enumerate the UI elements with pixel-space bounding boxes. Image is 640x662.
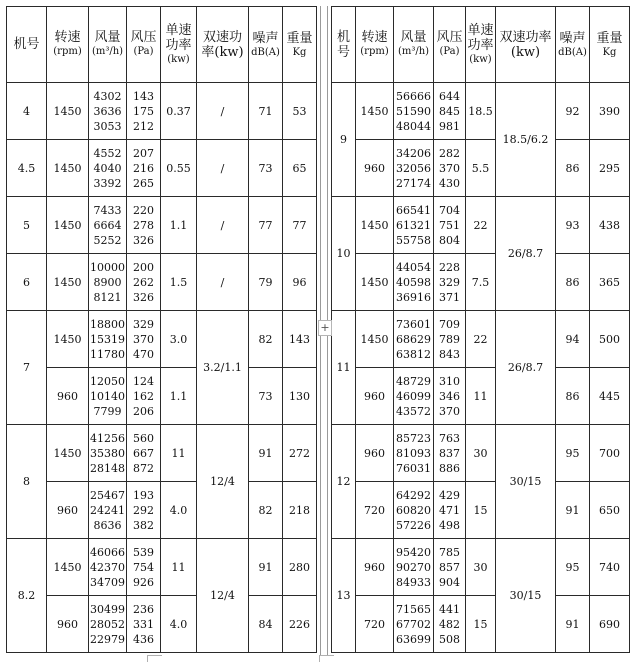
header-airflow: 风量 (m³/h) xyxy=(89,7,127,83)
speed-cell: 1450 xyxy=(47,425,89,482)
single-power-cell: 0.37 xyxy=(161,83,197,140)
header-row xyxy=(7,7,317,83)
noise-cell: 82 xyxy=(249,482,283,539)
single-power-cell: 11 xyxy=(161,539,197,596)
weight-cell: 438 xyxy=(590,197,630,254)
single-power-cell: 7.5 xyxy=(466,254,496,311)
noise-cell: 86 xyxy=(556,368,590,425)
pressure-cell: 282 370 430 xyxy=(434,140,466,197)
weight-cell: 143 xyxy=(283,311,317,368)
weight-cell: 226 xyxy=(283,596,317,653)
pressure-cell: 709 789 843 xyxy=(434,311,466,368)
dual-power-cell: / xyxy=(197,140,249,197)
single-power-cell: 5.5 xyxy=(466,140,496,197)
noise-cell: 79 xyxy=(249,254,283,311)
model-cell: 10 xyxy=(332,197,356,311)
single-power-cell: 4.0 xyxy=(161,482,197,539)
model-cell: 12 xyxy=(332,425,356,539)
table-row xyxy=(332,539,630,596)
weight-cell: 295 xyxy=(590,140,630,197)
header-speed: 转速 (rpm) xyxy=(47,7,89,83)
airflow-cell: 4302 3636 3053 xyxy=(89,83,127,140)
dual-power-cell: 12/4 xyxy=(197,539,249,653)
weight-cell: 365 xyxy=(590,254,630,311)
weight-cell: 445 xyxy=(590,368,630,425)
speed-cell: 960 xyxy=(356,425,394,482)
model-cell: 11 xyxy=(332,311,356,425)
noise-cell: 91 xyxy=(556,482,590,539)
table-row xyxy=(7,482,317,539)
pressure-cell: 200 262 326 xyxy=(127,254,161,311)
pressure-cell: 228 329 371 xyxy=(434,254,466,311)
fan-spec-table-right xyxy=(331,6,630,653)
pressure-cell: 143 175 212 xyxy=(127,83,161,140)
speed-cell: 960 xyxy=(356,368,394,425)
airflow-cell: 18800 15319 11780 xyxy=(89,311,127,368)
fan-spec-table-left xyxy=(6,6,317,653)
header-weight: 重量 Kg xyxy=(590,7,630,83)
noise-cell: 95 xyxy=(556,425,590,482)
dual-power-cell: / xyxy=(197,83,249,140)
header-pressure: 风压 (Pa) xyxy=(127,7,161,83)
weight-cell: 53 xyxy=(283,83,317,140)
dual-power-cell: / xyxy=(197,254,249,311)
table-row xyxy=(332,368,630,425)
noise-cell: 86 xyxy=(556,254,590,311)
model-cell: 7 xyxy=(7,311,47,425)
pressure-cell: 329 370 470 xyxy=(127,311,161,368)
weight-cell: 96 xyxy=(283,254,317,311)
speed-cell: 960 xyxy=(47,482,89,539)
dual-power-cell: 12/4 xyxy=(197,425,249,539)
model-cell: 8 xyxy=(7,425,47,539)
pressure-cell: 310 346 370 xyxy=(434,368,466,425)
pressure-cell: 236 331 436 xyxy=(127,596,161,653)
weight-cell: 740 xyxy=(590,539,630,596)
header-dual-power: 双速功率(kw) xyxy=(197,7,249,83)
noise-cell: 94 xyxy=(556,311,590,368)
airflow-cell: 71565 67702 63699 xyxy=(394,596,434,653)
speed-cell: 1450 xyxy=(47,311,89,368)
header-row xyxy=(332,7,630,83)
airflow-cell: 95420 90270 84933 xyxy=(394,539,434,596)
noise-cell: 71 xyxy=(249,83,283,140)
dual-power-cell: / xyxy=(197,197,249,254)
airflow-cell: 30499 28052 22979 xyxy=(89,596,127,653)
dual-power-cell: 18.5/6.2 xyxy=(496,83,556,197)
single-power-cell: 11 xyxy=(161,425,197,482)
speed-cell: 1450 xyxy=(47,140,89,197)
table-row xyxy=(7,311,317,368)
table-row xyxy=(332,482,630,539)
single-power-cell: 0.55 xyxy=(161,140,197,197)
table-row xyxy=(332,197,630,254)
pressure-cell: 539 754 926 xyxy=(127,539,161,596)
speed-cell: 960 xyxy=(356,539,394,596)
noise-cell: 91 xyxy=(556,596,590,653)
speed-cell: 1450 xyxy=(356,311,394,368)
weight-cell: 272 xyxy=(283,425,317,482)
weight-cell: 77 xyxy=(283,197,317,254)
header-single-power: 单速功率 (kw) xyxy=(466,7,496,83)
table-row xyxy=(7,596,317,653)
table-row xyxy=(7,83,317,140)
model-cell: 6 xyxy=(7,254,47,311)
airflow-cell: 34206 32056 27174 xyxy=(394,140,434,197)
airflow-cell: 66541 61321 55758 xyxy=(394,197,434,254)
airflow-cell: 56666 51590 48044 xyxy=(394,83,434,140)
header-weight: 重量 Kg xyxy=(283,7,317,83)
single-power-cell: 30 xyxy=(466,539,496,596)
noise-cell: 77 xyxy=(249,197,283,254)
table-row xyxy=(332,140,630,197)
noise-cell: 91 xyxy=(249,425,283,482)
header-model: 机号 xyxy=(7,7,47,83)
weight-cell: 700 xyxy=(590,425,630,482)
table-move-handle[interactable]: + xyxy=(318,320,332,336)
single-power-cell: 3.0 xyxy=(161,311,197,368)
table-row xyxy=(7,539,317,596)
airflow-cell: 48729 46099 43572 xyxy=(394,368,434,425)
weight-cell: 65 xyxy=(283,140,317,197)
header-noise: 噪声 dB(A) xyxy=(556,7,590,83)
weight-cell: 500 xyxy=(590,311,630,368)
weight-cell: 280 xyxy=(283,539,317,596)
model-cell: 8.2 xyxy=(7,539,47,653)
airflow-cell: 4552 4040 3392 xyxy=(89,140,127,197)
airflow-cell: 25467 24241 8636 xyxy=(89,482,127,539)
speed-cell: 1450 xyxy=(356,197,394,254)
model-cell: 5 xyxy=(7,197,47,254)
airflow-cell: 44054 40598 36916 xyxy=(394,254,434,311)
header-single-power: 单速功率 (kw) xyxy=(161,7,197,83)
noise-cell: 93 xyxy=(556,197,590,254)
pressure-cell: 704 751 804 xyxy=(434,197,466,254)
noise-cell: 91 xyxy=(249,539,283,596)
noise-cell: 73 xyxy=(249,140,283,197)
dual-power-cell: 26/8.7 xyxy=(496,197,556,311)
header-pressure: 风压 (Pa) xyxy=(434,7,466,83)
single-power-cell: 4.0 xyxy=(161,596,197,653)
dual-power-cell: 30/15 xyxy=(496,425,556,539)
pressure-cell: 220 278 326 xyxy=(127,197,161,254)
single-power-cell: 1.5 xyxy=(161,254,197,311)
speed-cell: 1450 xyxy=(356,83,394,140)
model-cell: 13 xyxy=(332,539,356,653)
noise-cell: 84 xyxy=(249,596,283,653)
table-row xyxy=(332,596,630,653)
single-power-cell: 22 xyxy=(466,311,496,368)
model-cell: 4 xyxy=(7,83,47,140)
speed-cell: 960 xyxy=(47,596,89,653)
weight-cell: 650 xyxy=(590,482,630,539)
weight-cell: 390 xyxy=(590,83,630,140)
speed-cell: 1450 xyxy=(47,254,89,311)
speed-cell: 720 xyxy=(356,482,394,539)
header-dual-power: 双速功率(kw) xyxy=(496,7,556,83)
single-power-cell: 1.1 xyxy=(161,197,197,254)
noise-cell: 92 xyxy=(556,83,590,140)
pressure-cell: 429 471 498 xyxy=(434,482,466,539)
table-row xyxy=(7,368,317,425)
header-model: 机号 xyxy=(332,7,356,83)
single-power-cell: 15 xyxy=(466,482,496,539)
airflow-cell: 12050 10140 7799 xyxy=(89,368,127,425)
table-row xyxy=(7,425,317,482)
pressure-cell: 207 216 265 xyxy=(127,140,161,197)
pressure-cell: 124 162 206 xyxy=(127,368,161,425)
pressure-cell: 644 845 981 xyxy=(434,83,466,140)
noise-cell: 86 xyxy=(556,140,590,197)
speed-cell: 1450 xyxy=(47,197,89,254)
table-row xyxy=(332,425,630,482)
table-row xyxy=(332,311,630,368)
weight-cell: 130 xyxy=(283,368,317,425)
pressure-cell: 193 292 382 xyxy=(127,482,161,539)
dual-power-cell: 26/8.7 xyxy=(496,311,556,425)
single-power-cell: 11 xyxy=(466,368,496,425)
airflow-cell: 64292 60820 57226 xyxy=(394,482,434,539)
pressure-cell: 785 857 904 xyxy=(434,539,466,596)
noise-cell: 73 xyxy=(249,368,283,425)
page-corner-mark xyxy=(319,655,334,662)
single-power-cell: 22 xyxy=(466,197,496,254)
table-row xyxy=(7,254,317,311)
table-row xyxy=(332,254,630,311)
dual-power-cell: 3.2/1.1 xyxy=(197,311,249,425)
weight-cell: 218 xyxy=(283,482,317,539)
airflow-cell: 73601 68629 63812 xyxy=(394,311,434,368)
table-row xyxy=(332,83,630,140)
model-cell: 9 xyxy=(332,83,356,197)
table-body-left xyxy=(7,83,317,653)
weight-cell: 690 xyxy=(590,596,630,653)
dual-power-cell: 30/15 xyxy=(496,539,556,653)
header-airflow: 风量 (m³/h) xyxy=(394,7,434,83)
single-power-cell: 30 xyxy=(466,425,496,482)
header-noise: 噪声 dB(A) xyxy=(249,7,283,83)
pressure-cell: 560 667 872 xyxy=(127,425,161,482)
airflow-cell: 85723 81093 76031 xyxy=(394,425,434,482)
speed-cell: 1450 xyxy=(47,539,89,596)
single-power-cell: 1.1 xyxy=(161,368,197,425)
pressure-cell: 441 482 508 xyxy=(434,596,466,653)
header-speed: 转速 (rpm) xyxy=(356,7,394,83)
speed-cell: 720 xyxy=(356,596,394,653)
table-row xyxy=(7,197,317,254)
airflow-cell: 46066 42370 34709 xyxy=(89,539,127,596)
single-power-cell: 15 xyxy=(466,596,496,653)
noise-cell: 95 xyxy=(556,539,590,596)
speed-cell: 1450 xyxy=(47,83,89,140)
noise-cell: 82 xyxy=(249,311,283,368)
airflow-cell: 7433 6664 5252 xyxy=(89,197,127,254)
speed-cell: 960 xyxy=(356,140,394,197)
airflow-cell: 41256 35380 28148 xyxy=(89,425,127,482)
pressure-cell: 763 837 886 xyxy=(434,425,466,482)
page-corner-mark xyxy=(147,655,162,662)
table-body-right xyxy=(332,83,630,653)
single-power-cell: 18.5 xyxy=(466,83,496,140)
speed-cell: 960 xyxy=(47,368,89,425)
table-row xyxy=(7,140,317,197)
speed-cell: 1450 xyxy=(356,254,394,311)
airflow-cell: 10000 8900 8121 xyxy=(89,254,127,311)
model-cell: 4.5 xyxy=(7,140,47,197)
